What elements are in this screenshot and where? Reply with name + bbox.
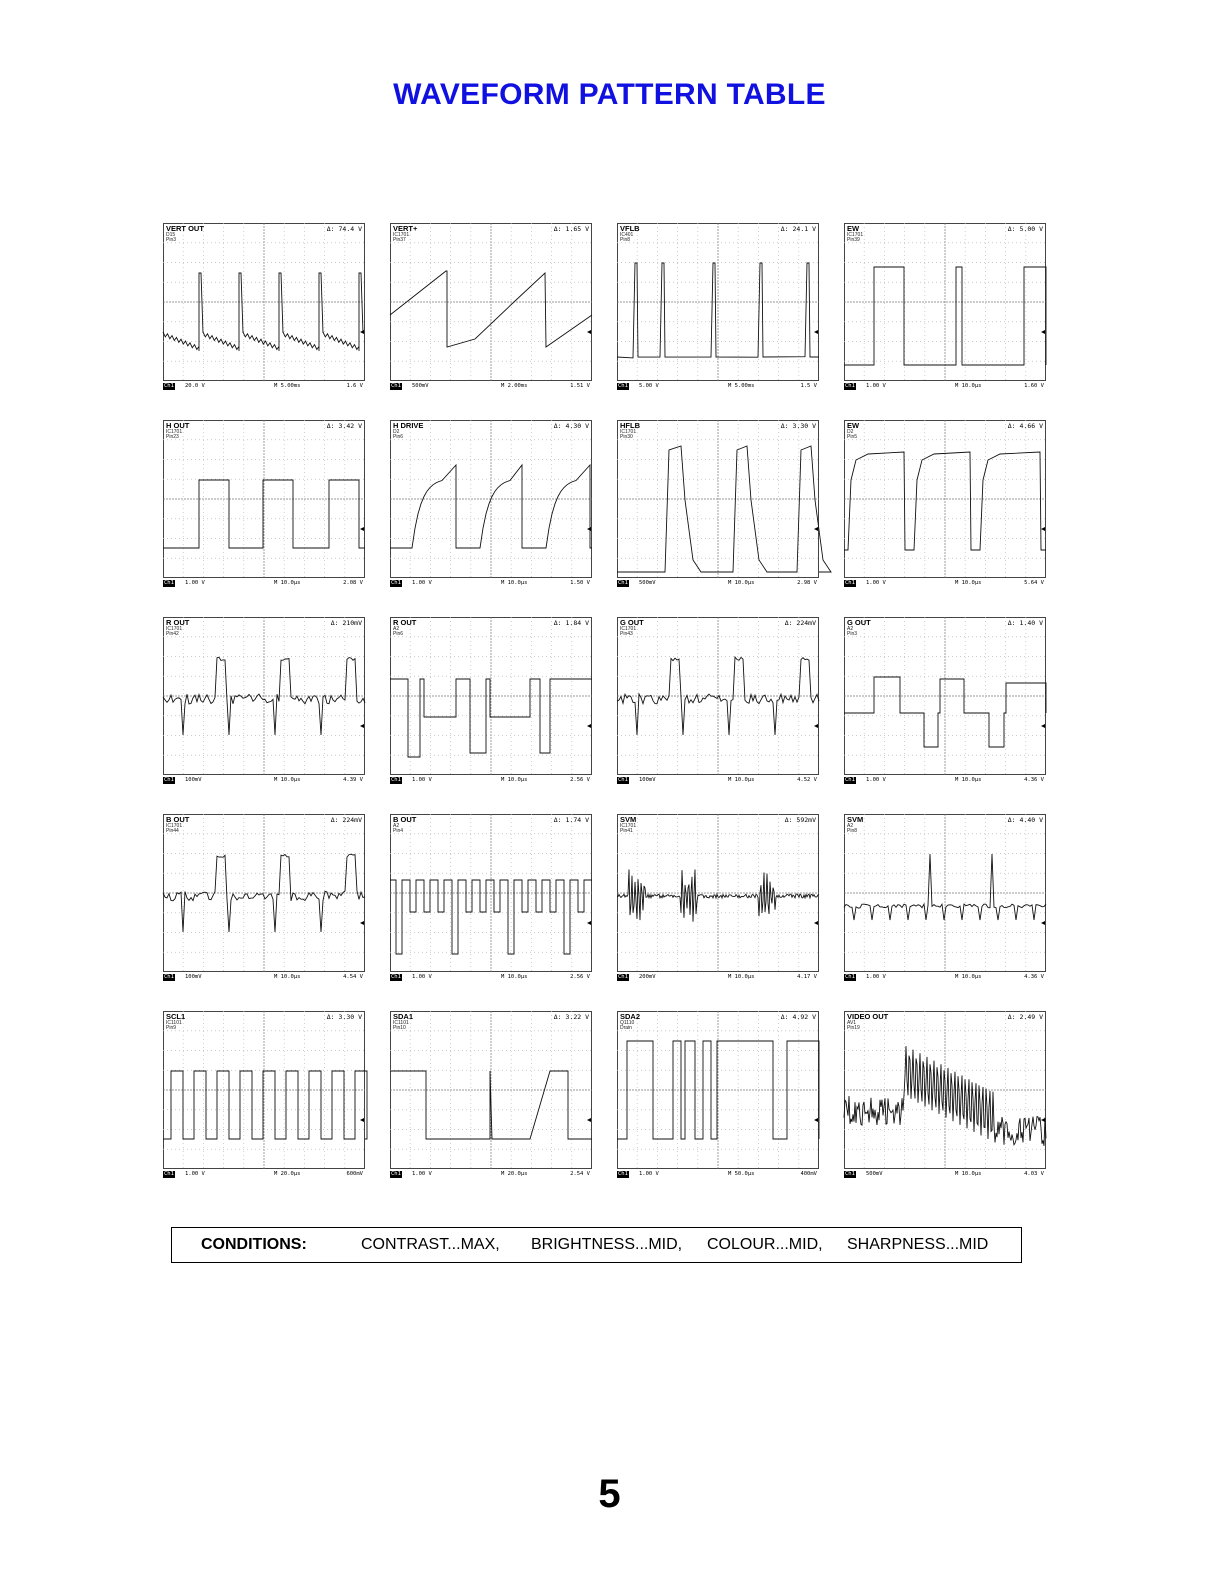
- scope-delta-readout: Δ: 224mV: [330, 816, 362, 824]
- scope-trigger-level: 2.56 V: [570, 777, 590, 783]
- scope-component-ref: IC1701: [166, 823, 183, 829]
- scope-panel: [163, 223, 365, 393]
- scope-time-per-div: M 20.0µs: [501, 1171, 528, 1177]
- scope-time-per-div: M 10.0µs: [955, 1171, 982, 1177]
- scope-time-per-div: M 5.00ms: [728, 383, 755, 389]
- scope-signal-name: EW: [847, 421, 860, 430]
- scope-channel-badge: Ch1: [164, 383, 174, 389]
- scope-panel: [844, 1011, 1046, 1181]
- scope-screen: [844, 617, 1046, 775]
- scope-component-ref: IC1701: [620, 626, 637, 632]
- scope-trigger-level: 4.52 V: [797, 777, 817, 783]
- conditions-box: [171, 1227, 1022, 1263]
- scope-signal-name: R OUT: [393, 618, 417, 627]
- condition-brightness: BRIGHTNESS...MID,: [531, 1236, 683, 1253]
- scope-volts-per-div: 1.00 V: [185, 580, 205, 586]
- scope-signal-name: SVM: [620, 815, 637, 824]
- scope-screen: [844, 814, 1046, 972]
- scope-delta-readout: Δ: 2.49 V: [1007, 1013, 1043, 1021]
- scope-volts-per-div: 1.00 V: [185, 1171, 205, 1177]
- scope-screen: [390, 617, 592, 775]
- scope-pin: Pin3: [166, 237, 177, 243]
- scope-panel: [163, 1011, 365, 1181]
- scope-pin: Pin5: [847, 434, 858, 440]
- scope-component-ref: IC401: [620, 232, 634, 238]
- scope-panel: [163, 420, 365, 590]
- scope-delta-readout: Δ: 3.22 V: [553, 1013, 589, 1021]
- scope-pin: Pin6: [393, 434, 404, 440]
- scope-trigger-level: 4.36 V: [1024, 777, 1044, 783]
- scope-pin: Pin19: [847, 1025, 860, 1031]
- scope-channel-badge: Ch1: [618, 1171, 628, 1177]
- scope-trigger-level: 4.36 V: [1024, 974, 1044, 980]
- scope-screen: [163, 223, 365, 381]
- scope-channel-badge: Ch1: [618, 383, 628, 389]
- scope-channel-badge: Ch1: [618, 974, 628, 980]
- scope-volts-per-div: 5.00 V: [639, 383, 659, 389]
- scope-component-ref: D15: [166, 232, 176, 238]
- scope-channel-badge: Ch1: [391, 580, 401, 586]
- scope-delta-readout: Δ: 4.40 V: [1007, 816, 1043, 824]
- scope-signal-name: SCL1: [166, 1012, 186, 1021]
- scope-panel: [617, 617, 819, 787]
- scope-panel: [844, 223, 1046, 393]
- scope-signal-name: H DRIVE: [393, 421, 424, 430]
- scope-screen: [390, 1011, 592, 1169]
- scope-channel-badge: Ch1: [845, 974, 855, 980]
- scope-component-ref: Q1110: [620, 1020, 635, 1026]
- scope-volts-per-div: 500mV: [866, 1171, 883, 1177]
- scope-time-per-div: M 50.0µs: [728, 1171, 755, 1177]
- scope-channel-badge: Ch1: [618, 580, 628, 586]
- scope-channel-badge: Ch1: [391, 777, 401, 783]
- scope-channel-badge: Ch1: [164, 777, 174, 783]
- scope-pin: Pin44: [166, 828, 179, 834]
- condition-contrast: CONTRAST...MAX,: [361, 1236, 500, 1253]
- scope-volts-per-div: 1.00 V: [866, 974, 886, 980]
- scope-volts-per-div: 500mV: [639, 580, 656, 586]
- scope-pin: Pin3: [847, 631, 858, 637]
- scope-panel: [617, 420, 819, 590]
- scope-trigger-level: 1.6 V: [346, 383, 363, 389]
- scope-screen: [163, 420, 365, 578]
- scope-screen: [617, 420, 819, 578]
- scope-channel-badge: Ch1: [845, 777, 855, 783]
- scope-channel-badge: Ch1: [391, 1171, 401, 1177]
- scope-delta-readout: Δ: 4.92 V: [780, 1013, 816, 1021]
- scope-pin: Drain: [620, 1025, 632, 1031]
- scope-panel: [390, 420, 592, 590]
- scope-screen: [390, 420, 592, 578]
- scope-volts-per-div: 1.00 V: [412, 777, 432, 783]
- scope-component-ref: IC1101: [393, 1020, 409, 1026]
- scope-volts-per-div: 1.00 V: [866, 383, 886, 389]
- scope-screen: [617, 617, 819, 775]
- scope-screen: [390, 814, 592, 972]
- scope-component-ref: D2: [847, 429, 854, 435]
- scope-component-ref: IC1701: [620, 429, 637, 435]
- scope-time-per-div: M 10.0µs: [955, 383, 982, 389]
- scope-delta-readout: Δ: 1.74 V: [553, 816, 589, 824]
- scope-time-per-div: M 10.0µs: [274, 580, 301, 586]
- scope-channel-badge: Ch1: [164, 580, 174, 586]
- scope-pin: Pin30: [620, 434, 633, 440]
- conditions-label: CONDITIONS:: [201, 1236, 307, 1253]
- scope-delta-readout: Δ: 592mV: [784, 816, 816, 824]
- scope-component-ref: A2: [393, 626, 400, 632]
- scope-component-ref: A2: [847, 823, 854, 829]
- scope-pin: Pin41: [620, 828, 633, 834]
- scope-time-per-div: M 20.0µs: [274, 1171, 301, 1177]
- scope-channel-badge: Ch1: [164, 974, 174, 980]
- scope-trigger-level: 1.51 V: [570, 383, 590, 389]
- scope-time-per-div: M 10.0µs: [728, 777, 755, 783]
- scope-signal-name: EW: [847, 224, 860, 233]
- scope-volts-per-div: 1.00 V: [412, 974, 432, 980]
- scope-delta-readout: Δ: 74.4 V: [326, 225, 362, 233]
- waveform-grid: [163, 223, 1047, 1181]
- scope-time-per-div: M 10.0µs: [955, 580, 982, 586]
- scope-screen: [163, 1011, 365, 1169]
- page-title: WAVEFORM PATTERN TABLE: [393, 78, 826, 111]
- scope-trigger-level: 5.64 V: [1024, 580, 1044, 586]
- scope-volts-per-div: 200mV: [639, 974, 656, 980]
- scope-trigger-level: 4.39 V: [343, 777, 363, 783]
- scope-panel: [390, 1011, 592, 1181]
- scope-panel: [844, 814, 1046, 984]
- scope-component-ref: IC1701: [847, 232, 864, 238]
- page-number: 5: [598, 1472, 621, 1516]
- scope-trigger-level: 2.56 V: [570, 974, 590, 980]
- scope-time-per-div: M 10.0µs: [955, 777, 982, 783]
- scope-channel-badge: Ch1: [391, 974, 401, 980]
- scope-screen: [844, 1011, 1046, 1169]
- scope-channel-badge: Ch1: [845, 580, 855, 586]
- scope-signal-name: SVM: [847, 815, 864, 824]
- scope-delta-readout: Δ: 1.65 V: [553, 225, 589, 233]
- scope-time-per-div: M 10.0µs: [728, 974, 755, 980]
- scope-signal-name: B OUT: [393, 815, 417, 824]
- scope-signal-name: SDA2: [620, 1012, 641, 1021]
- scope-delta-readout: Δ: 24.1 V: [780, 225, 816, 233]
- scope-pin: Pin23: [166, 434, 179, 440]
- scope-trigger-level: 2.08 V: [343, 580, 363, 586]
- scope-trigger-level: 2.54 V: [570, 1171, 590, 1177]
- scope-panel: [617, 223, 819, 393]
- scope-volts-per-div: 100mV: [185, 974, 202, 980]
- scope-panel: [844, 617, 1046, 787]
- scope-pin: Pin6: [393, 631, 404, 637]
- scope-time-per-div: M 10.0µs: [501, 580, 528, 586]
- scope-time-per-div: M 10.0µs: [274, 974, 301, 980]
- scope-trigger-level: 1.5 V: [800, 383, 817, 389]
- scope-screen: [390, 223, 592, 381]
- scope-panel: [390, 617, 592, 787]
- scope-delta-readout: Δ: 4.30 V: [553, 422, 589, 430]
- scope-trigger-level: 600mV: [346, 1171, 363, 1177]
- scope-channel-badge: Ch1: [845, 383, 855, 389]
- scope-pin: Pin43: [620, 631, 633, 637]
- scope-signal-name: R OUT: [166, 618, 190, 627]
- scope-trigger-level: 4.17 V: [797, 974, 817, 980]
- scope-pin: Pin8: [847, 828, 858, 834]
- scope-pin: Pin37: [393, 237, 406, 243]
- scope-screen: [844, 420, 1046, 578]
- scope-volts-per-div: 100mV: [639, 777, 656, 783]
- scope-channel-badge: Ch1: [164, 1171, 174, 1177]
- scope-delta-readout: Δ: 3.42 V: [326, 422, 362, 430]
- scope-signal-name: G OUT: [847, 618, 871, 627]
- scope-component-ref: IC1701: [393, 232, 410, 238]
- scope-panel: [390, 814, 592, 984]
- scope-screen: [617, 1011, 819, 1169]
- scope-panel: [390, 223, 592, 393]
- scope-volts-per-div: 500mV: [412, 383, 429, 389]
- scope-signal-name: VERT+: [393, 224, 418, 233]
- scope-trigger-level: 2.98 V: [797, 580, 817, 586]
- scope-channel-badge: Ch1: [845, 1171, 855, 1177]
- scope-trigger-level: 4.03 V: [1024, 1171, 1044, 1177]
- scope-time-per-div: M 10.0µs: [274, 777, 301, 783]
- scope-trigger-level: 1.60 V: [1024, 383, 1044, 389]
- scope-panel: [163, 617, 365, 787]
- scope-component-ref: IC1101: [166, 1020, 182, 1026]
- scope-volts-per-div: 1.00 V: [866, 580, 886, 586]
- scope-panel: [163, 814, 365, 984]
- scope-component-ref: A2: [393, 823, 400, 829]
- scope-time-per-div: M 2.00ms: [501, 383, 528, 389]
- scope-signal-name: HFLB: [620, 421, 640, 430]
- scope-screen: [163, 617, 365, 775]
- scope-delta-readout: Δ: 4.66 V: [1007, 422, 1043, 430]
- scope-delta-readout: Δ: 3.30 V: [326, 1013, 362, 1021]
- scope-panel: [844, 420, 1046, 590]
- scope-trigger-level: 400mV: [800, 1171, 817, 1177]
- condition-colour: COLOUR...MID,: [707, 1236, 823, 1253]
- scope-signal-name: VFLB: [620, 224, 640, 233]
- scope-volts-per-div: 1.00 V: [866, 777, 886, 783]
- scope-signal-name: VIDEO OUT: [847, 1012, 889, 1021]
- scope-component-ref: IC1701: [620, 823, 637, 829]
- scope-signal-name: G OUT: [620, 618, 644, 627]
- scope-signal-name: SDA1: [393, 1012, 414, 1021]
- scope-delta-readout: Δ: 3.30 V: [780, 422, 816, 430]
- scope-time-per-div: M 10.0µs: [501, 974, 528, 980]
- scope-pin: Pin10: [393, 1025, 406, 1031]
- scope-component-ref: AV1: [847, 1020, 857, 1026]
- scope-delta-readout: Δ: 1.40 V: [1007, 619, 1043, 627]
- scope-screen: [617, 814, 819, 972]
- scope-time-per-div: M 10.0µs: [728, 580, 755, 586]
- scope-screen: [163, 814, 365, 972]
- scope-component-ref: IC1701: [166, 626, 183, 632]
- condition-sharpness: SHARPNESS...MID: [847, 1236, 989, 1253]
- scope-component-ref: D2: [393, 429, 400, 435]
- scope-screen: [617, 223, 819, 381]
- scope-component-ref: A2: [847, 626, 854, 632]
- scope-time-per-div: M 5.00ms: [274, 383, 301, 389]
- scope-pin: Pin39: [847, 237, 860, 243]
- scope-pin: Pin8: [620, 237, 631, 243]
- scope-panel: [617, 1011, 819, 1181]
- scope-component-ref: IC1701: [166, 429, 183, 435]
- scope-delta-readout: Δ: 1.84 V: [553, 619, 589, 627]
- scope-volts-per-div: 100mV: [185, 777, 202, 783]
- scope-channel-badge: Ch1: [391, 383, 401, 389]
- scope-volts-per-div: 20.0 V: [185, 383, 205, 389]
- scope-trigger-level: 4.54 V: [343, 974, 363, 980]
- scope-volts-per-div: 1.00 V: [639, 1171, 659, 1177]
- scope-signal-name: H OUT: [166, 421, 190, 430]
- scope-signal-name: B OUT: [166, 815, 190, 824]
- scope-time-per-div: M 10.0µs: [955, 974, 982, 980]
- scope-volts-per-div: 1.00 V: [412, 1171, 432, 1177]
- scope-panel: [617, 814, 819, 984]
- scope-pin: Pin9: [166, 1025, 177, 1031]
- scope-screen: [844, 223, 1046, 381]
- scope-delta-readout: Δ: 224mV: [784, 619, 816, 627]
- scope-pin: Pin42: [166, 631, 179, 637]
- scope-volts-per-div: 1.00 V: [412, 580, 432, 586]
- scope-channel-badge: Ch1: [618, 777, 628, 783]
- scope-pin: Pin4: [393, 828, 404, 834]
- scope-delta-readout: Δ: 210mV: [330, 619, 362, 627]
- scope-signal-name: VERT OUT: [166, 224, 204, 233]
- scope-delta-readout: Δ: 5.00 V: [1007, 225, 1043, 233]
- scope-trigger-level: 1.50 V: [570, 580, 590, 586]
- scope-time-per-div: M 10.0µs: [501, 777, 528, 783]
